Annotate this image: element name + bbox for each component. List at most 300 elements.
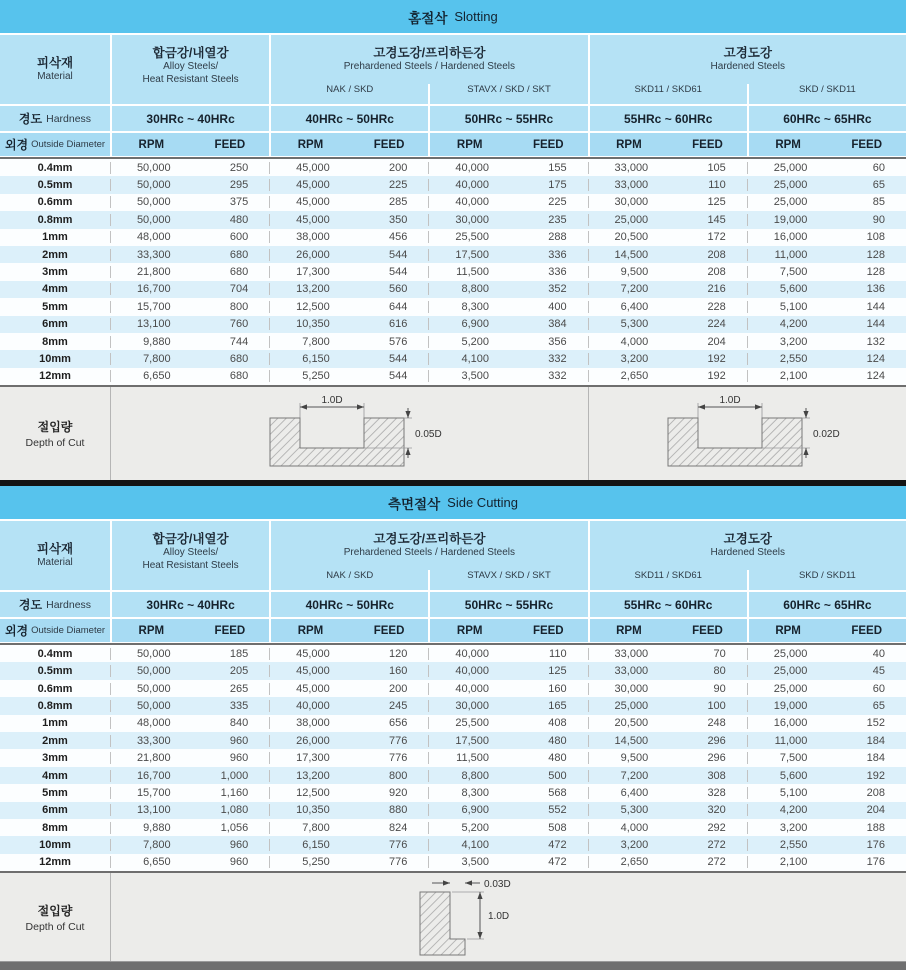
- rpm-value-cell: 10,350: [269, 318, 349, 330]
- rpm-value-cell: 2,100: [747, 856, 827, 868]
- hardness-label-cell: [0, 592, 110, 617]
- side-profile-svg: [410, 875, 540, 959]
- rpm-value-cell: 8,800: [428, 283, 508, 295]
- rpm-value-cell: 25,000: [747, 683, 827, 695]
- rpm-value-cell: 16,000: [747, 717, 827, 729]
- diameter-cell: 5mm: [42, 300, 68, 313]
- steel-grade-label: STAVX / SKD / SKT: [430, 570, 587, 590]
- table-row: [0, 854, 906, 871]
- feed-value-cell: 184: [866, 752, 885, 765]
- rpm-value-cell: 40,000: [428, 162, 508, 174]
- feed-value-cell: 65: [872, 179, 885, 192]
- feed-value-cell: 224: [707, 318, 726, 331]
- feed-header: FEED: [373, 138, 405, 151]
- side-cut-depth-diagram: [110, 873, 906, 961]
- feed-value-cell: 776: [389, 839, 408, 852]
- feed-value-cell: 45: [872, 665, 885, 678]
- hardness-label-cell: [0, 106, 110, 131]
- feed-value-cell: 204: [707, 335, 726, 348]
- feed-value-cell: 70: [713, 647, 726, 660]
- feed-value-cell: 320: [707, 804, 726, 817]
- rpm-value-cell: 5,250: [269, 370, 349, 382]
- rpm-value-cell: 9,880: [110, 336, 190, 348]
- table-row: [0, 246, 906, 263]
- rpm-value-cell: 6,900: [428, 318, 508, 330]
- rpm-value-cell: 11,500: [428, 266, 508, 278]
- feed-value-cell: 552: [548, 804, 567, 817]
- side-depth-dim: 1.0D: [487, 911, 509, 923]
- slotting-title-ko: 홈절삭: [408, 10, 448, 26]
- rpm-value-cell: 15,700: [110, 787, 190, 799]
- group-label-en: Prehardened Steels / Hardened Steels: [343, 547, 515, 559]
- feed-value-cell: 204: [866, 804, 885, 817]
- group-label-en: Alloy Steels/: [163, 61, 219, 72]
- table-row: [0, 229, 906, 246]
- rpm-value-cell: 3,500: [428, 370, 508, 382]
- feed-value-cell: 272: [707, 839, 726, 852]
- slot-width-dim: 1.0D: [321, 394, 343, 406]
- rpm-value-cell: 6,400: [588, 301, 668, 313]
- rpm-feed-header: [112, 619, 269, 642]
- rpm-feed-header: [430, 619, 587, 642]
- feed-value-cell: 356: [548, 335, 567, 348]
- feed-value-cell: 776: [389, 856, 408, 869]
- feed-header: FEED: [214, 624, 246, 637]
- slot-depth-diagram-1: [110, 387, 588, 480]
- rpm-value-cell: 50,000: [110, 179, 190, 191]
- depth-label-ko: 절입량: [37, 903, 73, 918]
- feed-value-cell: 144: [866, 300, 885, 313]
- table-row: [0, 263, 906, 280]
- hardness-range: 60HRc ~ 65HRc: [749, 592, 906, 617]
- feed-value-cell: 336: [548, 266, 567, 279]
- rpm-value-cell: 25,000: [747, 648, 827, 660]
- feed-value-cell: 332: [548, 352, 567, 365]
- side-cutting-title-ko: 측면절삭: [388, 496, 441, 512]
- rpm-value-cell: 14,500: [588, 735, 668, 747]
- rpm-value-cell: 7,800: [269, 336, 349, 348]
- feed-value-cell: 175: [548, 179, 567, 192]
- hardness-range: 60HRc ~ 65HRc: [749, 106, 906, 131]
- table-row: [0, 645, 906, 662]
- rpm-value-cell: 40,000: [428, 683, 508, 695]
- rpm-value-cell: 6,400: [588, 787, 668, 799]
- feed-header: FEED: [373, 624, 405, 637]
- rpm-value-cell: 40,000: [428, 179, 508, 191]
- slotting-title-bar: [0, 0, 906, 33]
- group-label-en: Heat Resistant Steels: [142, 73, 239, 85]
- feed-value-cell: 185: [229, 647, 249, 660]
- rpm-value-cell: 25,500: [428, 717, 508, 729]
- rpm-value-cell: 17,500: [428, 735, 508, 747]
- feed-value-cell: 184: [866, 734, 885, 747]
- rpm-value-cell: 25,000: [747, 665, 827, 677]
- hardness-label-ko: 경도: [18, 598, 43, 613]
- feed-value-cell: 1,000: [220, 769, 249, 782]
- table-row: [0, 836, 906, 853]
- rpm-value-cell: 38,000: [269, 717, 349, 729]
- feed-value-cell: 644: [389, 300, 408, 313]
- feed-value-cell: 544: [389, 266, 408, 279]
- diameter-cell: 2mm: [42, 248, 68, 261]
- side-cutting-title-bar: [0, 486, 906, 519]
- rpm-value-cell: 4,200: [747, 804, 827, 816]
- feed-value-cell: 192: [866, 769, 885, 782]
- rpm-value-cell: 33,000: [588, 179, 668, 191]
- feed-value-cell: 128: [866, 248, 885, 261]
- feed-value-cell: 65: [872, 699, 885, 712]
- diameter-label-en: Outside Diameter: [31, 139, 106, 150]
- group-label-en: Hardened Steels: [710, 61, 786, 72]
- feed-value-cell: 124: [866, 352, 885, 365]
- rpm-value-cell: 2,650: [588, 856, 668, 868]
- rpm-value-cell: 45,000: [269, 196, 349, 208]
- feed-header: FEED: [851, 138, 883, 151]
- rpm-feed-header: [271, 133, 428, 156]
- table-row: [0, 159, 906, 176]
- group-prehardened-steels: [271, 521, 587, 570]
- table-row: [0, 680, 906, 697]
- rpm-value-cell: 8,800: [428, 770, 508, 782]
- rpm-value-cell: 3,200: [747, 336, 827, 348]
- rpm-value-cell: 45,000: [269, 179, 349, 191]
- rpm-value-cell: 8,300: [428, 301, 508, 313]
- rpm-value-cell: 3,200: [588, 353, 668, 365]
- feed-value-cell: 205: [229, 665, 249, 678]
- feed-value-cell: 208: [707, 248, 726, 261]
- feed-value-cell: 960: [229, 734, 249, 747]
- group-prehardened-steels: [271, 35, 587, 84]
- feed-value-cell: 744: [229, 335, 249, 348]
- group-label-en: Prehardened Steels / Hardened Steels: [343, 61, 515, 72]
- material-label-en: Material: [37, 556, 73, 568]
- rpm-value-cell: 30,000: [428, 700, 508, 712]
- table-row: [0, 333, 906, 350]
- rpm-value-cell: 5,200: [428, 336, 508, 348]
- steel-grade-label: STAVX / SKD / SKT: [430, 84, 587, 104]
- feed-header: FEED: [214, 138, 246, 151]
- table-row: [0, 211, 906, 228]
- feed-value-cell: 800: [229, 300, 249, 313]
- table-row: [0, 662, 906, 679]
- hardness-range: 55HRc ~ 60HRc: [590, 106, 747, 131]
- table-row: [0, 194, 906, 211]
- feed-header: FEED: [532, 138, 564, 151]
- feed-value-cell: 176: [866, 839, 885, 852]
- feed-value-cell: 208: [866, 786, 885, 799]
- feed-value-cell: 576: [389, 335, 408, 348]
- rpm-value-cell: 12,500: [269, 787, 349, 799]
- steel-grade-label: SKD / SKD11: [749, 84, 906, 104]
- material-label-en: Material: [37, 70, 73, 82]
- rpm-value-cell: 45,000: [269, 683, 349, 695]
- feed-value-cell: 100: [707, 699, 726, 712]
- diameter-cell: 0.6mm: [37, 196, 73, 209]
- feed-value-cell: 132: [866, 335, 885, 348]
- diameter-cell: 1mm: [42, 717, 68, 730]
- rpm-value-cell: 19,000: [747, 214, 827, 226]
- hardness-range: 50HRc ~ 55HRc: [430, 592, 587, 617]
- side-cutting-material-header: [0, 521, 906, 590]
- slotting-material-header: [0, 35, 906, 104]
- feed-value-cell: 285: [389, 196, 408, 209]
- feed-value-cell: 108: [866, 231, 885, 244]
- rpm-value-cell: 3,200: [747, 822, 827, 834]
- table-row: [0, 819, 906, 836]
- table-row: [0, 316, 906, 333]
- outside-diameter-label-cell: [0, 619, 110, 642]
- feed-value-cell: 165: [548, 699, 567, 712]
- diameter-cell: 6mm: [42, 804, 68, 817]
- diameter-cell: 0.5mm: [37, 665, 73, 678]
- diameter-cell: 0.8mm: [37, 699, 73, 712]
- rpm-value-cell: 50,000: [110, 648, 190, 660]
- rpm-value-cell: 33,300: [110, 735, 190, 747]
- diameter-cell: 4mm: [42, 283, 68, 296]
- rpm-value-cell: 7,800: [110, 839, 190, 851]
- material-label-cell: [0, 35, 110, 104]
- feed-value-cell: 295: [229, 179, 249, 192]
- rpm-value-cell: 13,100: [110, 804, 190, 816]
- depth-of-cut-label: [0, 387, 110, 480]
- side-cutting-hardness-row: [0, 592, 906, 617]
- rpm-value-cell: 9,880: [110, 822, 190, 834]
- feed-value-cell: 296: [707, 734, 726, 747]
- slot-width-dim: 1.0D: [719, 394, 741, 406]
- rpm-value-cell: 50,000: [110, 700, 190, 712]
- feed-value-cell: 384: [548, 318, 567, 331]
- rpm-value-cell: 7,200: [588, 770, 668, 782]
- feed-value-cell: 136: [866, 283, 885, 296]
- rpm-value-cell: 17,300: [269, 752, 349, 764]
- steel-grade-label: NAK / SKD: [271, 84, 428, 104]
- rpm-value-cell: 7,500: [747, 266, 827, 278]
- diameter-cell: 0.6mm: [37, 682, 73, 695]
- rpm-feed-header: [112, 133, 269, 156]
- rpm-value-cell: 25,000: [588, 700, 668, 712]
- feed-value-cell: 352: [548, 283, 567, 296]
- bottom-bar: [0, 961, 906, 970]
- slotting-title-en: Slotting: [454, 9, 498, 24]
- rpm-value-cell: 6,150: [269, 353, 349, 365]
- feed-value-cell: 680: [229, 370, 249, 383]
- feed-value-cell: 105: [707, 161, 726, 174]
- rpm-value-cell: 5,100: [747, 787, 827, 799]
- rpm-value-cell: 7,200: [588, 283, 668, 295]
- diameter-label-ko: 외경: [4, 624, 29, 639]
- rpm-header: RPM: [138, 624, 165, 637]
- hardness-range: 50HRc ~ 55HRc: [430, 106, 587, 131]
- feed-value-cell: 40: [872, 647, 885, 660]
- rpm-value-cell: 25,000: [747, 196, 827, 208]
- rpm-header: RPM: [775, 624, 801, 637]
- rpm-value-cell: 5,600: [747, 283, 827, 295]
- steel-grade-label: SKD / SKD11: [749, 570, 906, 590]
- material-label-ko: 피삭재: [36, 541, 74, 556]
- diameter-label-en: Outside Diameter: [31, 625, 106, 637]
- rpm-value-cell: 30,000: [588, 683, 668, 695]
- table-row: [0, 732, 906, 749]
- feed-value-cell: 120: [389, 647, 408, 660]
- diameter-cell: 0.5mm: [37, 179, 73, 192]
- diameter-cell: 4mm: [42, 769, 68, 782]
- feed-value-cell: 704: [229, 283, 249, 296]
- feed-value-cell: 308: [707, 769, 726, 782]
- rpm-value-cell: 45,000: [269, 162, 349, 174]
- group-label-ko: 고경도강/프리하든강: [373, 532, 486, 547]
- group-label-ko: 합금강/내열강: [152, 532, 229, 547]
- feed-value-cell: 472: [548, 839, 567, 852]
- feed-header: FEED: [692, 138, 723, 151]
- rpm-value-cell: 6,650: [110, 370, 190, 382]
- feed-value-cell: 375: [229, 196, 249, 209]
- diameter-cell: 2mm: [42, 734, 68, 747]
- table-row: [0, 767, 906, 784]
- rpm-value-cell: 8,300: [428, 787, 508, 799]
- feed-value-cell: 110: [549, 647, 567, 660]
- feed-value-cell: 616: [389, 318, 408, 331]
- rpm-value-cell: 21,800: [110, 266, 190, 278]
- feed-value-cell: 480: [548, 752, 567, 765]
- group-hardened-steels: [590, 35, 906, 84]
- feed-value-cell: 192: [707, 352, 726, 365]
- feed-value-cell: 350: [389, 213, 408, 226]
- rpm-value-cell: 3,500: [428, 856, 508, 868]
- rpm-value-cell: 16,000: [747, 231, 827, 243]
- feed-value-cell: 90: [872, 213, 885, 226]
- rpm-value-cell: 20,500: [588, 231, 668, 243]
- feed-value-cell: 228: [707, 300, 726, 313]
- feed-value-cell: 125: [548, 665, 567, 678]
- material-label-cell: [0, 521, 110, 590]
- feed-value-cell: 200: [389, 161, 408, 174]
- rpm-value-cell: 25,000: [747, 162, 827, 174]
- diameter-cell: 0.8mm: [37, 213, 73, 226]
- feed-value-cell: 145: [707, 213, 726, 226]
- rpm-feed-header: [271, 619, 428, 642]
- rpm-header: RPM: [456, 624, 483, 637]
- rpm-feed-header: [749, 619, 906, 642]
- rpm-value-cell: 4,000: [588, 822, 668, 834]
- slot-profile-svg: [640, 394, 855, 474]
- rpm-value-cell: 5,300: [588, 804, 668, 816]
- slotting-column-header-row: [0, 133, 906, 156]
- rpm-value-cell: 50,000: [110, 214, 190, 226]
- rpm-value-cell: 7,800: [269, 822, 349, 834]
- feed-value-cell: 124: [866, 370, 885, 383]
- slotting-data-table: [0, 157, 906, 387]
- depth-label-ko: 절입량: [37, 420, 73, 435]
- feed-value-cell: 272: [707, 856, 726, 869]
- rpm-value-cell: 2,100: [747, 370, 827, 382]
- rpm-value-cell: 26,000: [269, 735, 349, 747]
- steel-grade-label: SKD11 / SKD61: [590, 570, 747, 590]
- feed-value-cell: 188: [866, 821, 885, 834]
- material-label-ko: 피삭재: [36, 55, 74, 70]
- group-label-ko: 고경도강/프리하든강: [373, 46, 486, 60]
- feed-value-cell: 472: [548, 856, 567, 869]
- rpm-value-cell: 5,250: [269, 856, 349, 868]
- rpm-value-cell: 2,550: [747, 839, 827, 851]
- rpm-value-cell: 50,000: [110, 683, 190, 695]
- rpm-value-cell: 6,150: [269, 839, 349, 851]
- feed-value-cell: 920: [389, 786, 408, 799]
- table-row: [0, 802, 906, 819]
- slot-depth-dim: 0.05D: [415, 428, 442, 440]
- feed-value-cell: 225: [548, 196, 567, 209]
- side-width-dim: 0.03D: [483, 879, 511, 891]
- rpm-value-cell: 6,650: [110, 856, 190, 868]
- feed-value-cell: 480: [229, 213, 249, 226]
- feed-value-cell: 960: [229, 839, 249, 852]
- rpm-value-cell: 40,000: [428, 648, 508, 660]
- feed-value-cell: 60: [872, 682, 885, 695]
- feed-value-cell: 600: [229, 231, 249, 244]
- diameter-cell: 5mm: [42, 786, 68, 799]
- rpm-value-cell: 45,000: [269, 648, 349, 660]
- feed-value-cell: 1,080: [220, 804, 249, 817]
- feed-value-cell: 144: [866, 318, 885, 331]
- table-row: [0, 350, 906, 367]
- rpm-value-cell: 7,800: [110, 353, 190, 365]
- hardness-label-en: Hardness: [46, 598, 92, 611]
- rpm-value-cell: 4,100: [428, 839, 508, 851]
- rpm-value-cell: 40,000: [428, 196, 508, 208]
- rpm-value-cell: 4,000: [588, 336, 668, 348]
- feed-value-cell: 656: [389, 717, 408, 730]
- feed-value-cell: 568: [548, 786, 567, 799]
- rpm-value-cell: 20,500: [588, 717, 668, 729]
- feed-value-cell: 332: [548, 370, 567, 383]
- feed-value-cell: 400: [548, 300, 567, 313]
- table-row: [0, 298, 906, 315]
- diameter-label-ko: 외경: [4, 138, 29, 152]
- rpm-value-cell: 13,200: [269, 283, 349, 295]
- rpm-value-cell: 11,000: [747, 249, 827, 261]
- feed-value-cell: 560: [389, 283, 408, 296]
- feed-value-cell: 172: [707, 231, 726, 244]
- group-label-en: Heat Resistant Steels: [142, 559, 239, 571]
- group-label-en: Alloy Steels/: [163, 547, 219, 559]
- feed-value-cell: 335: [229, 699, 249, 712]
- rpm-value-cell: 5,200: [428, 822, 508, 834]
- hardness-label-ko: 경도: [18, 112, 43, 126]
- rpm-value-cell: 11,500: [428, 752, 508, 764]
- rpm-value-cell: 25,000: [747, 179, 827, 191]
- rpm-header: RPM: [297, 624, 324, 637]
- feed-header: FEED: [692, 624, 723, 637]
- group-hardened-steels: [590, 521, 906, 570]
- side-cutting-data-table: [0, 643, 906, 873]
- rpm-value-cell: 3,200: [588, 839, 668, 851]
- feed-value-cell: 235: [548, 213, 567, 226]
- rpm-value-cell: 14,500: [588, 249, 668, 261]
- rpm-value-cell: 30,000: [588, 196, 668, 208]
- group-label-en: Hardened Steels: [710, 547, 786, 559]
- table-row: [0, 368, 906, 385]
- hardness-range: 55HRc ~ 60HRc: [590, 592, 747, 617]
- rpm-value-cell: 10,350: [269, 804, 349, 816]
- slotting-depth-of-cut-row: [0, 387, 906, 480]
- feed-value-cell: 292: [707, 821, 726, 834]
- hardness-range: 30HRc ~ 40HRc: [112, 592, 269, 617]
- rpm-value-cell: 25,500: [428, 231, 508, 243]
- rpm-header: RPM: [456, 138, 483, 151]
- feed-value-cell: 544: [389, 352, 408, 365]
- feed-value-cell: 216: [707, 283, 726, 296]
- hardness-range: 40HRc ~ 50HRc: [271, 106, 428, 131]
- rpm-feed-header: [749, 133, 906, 156]
